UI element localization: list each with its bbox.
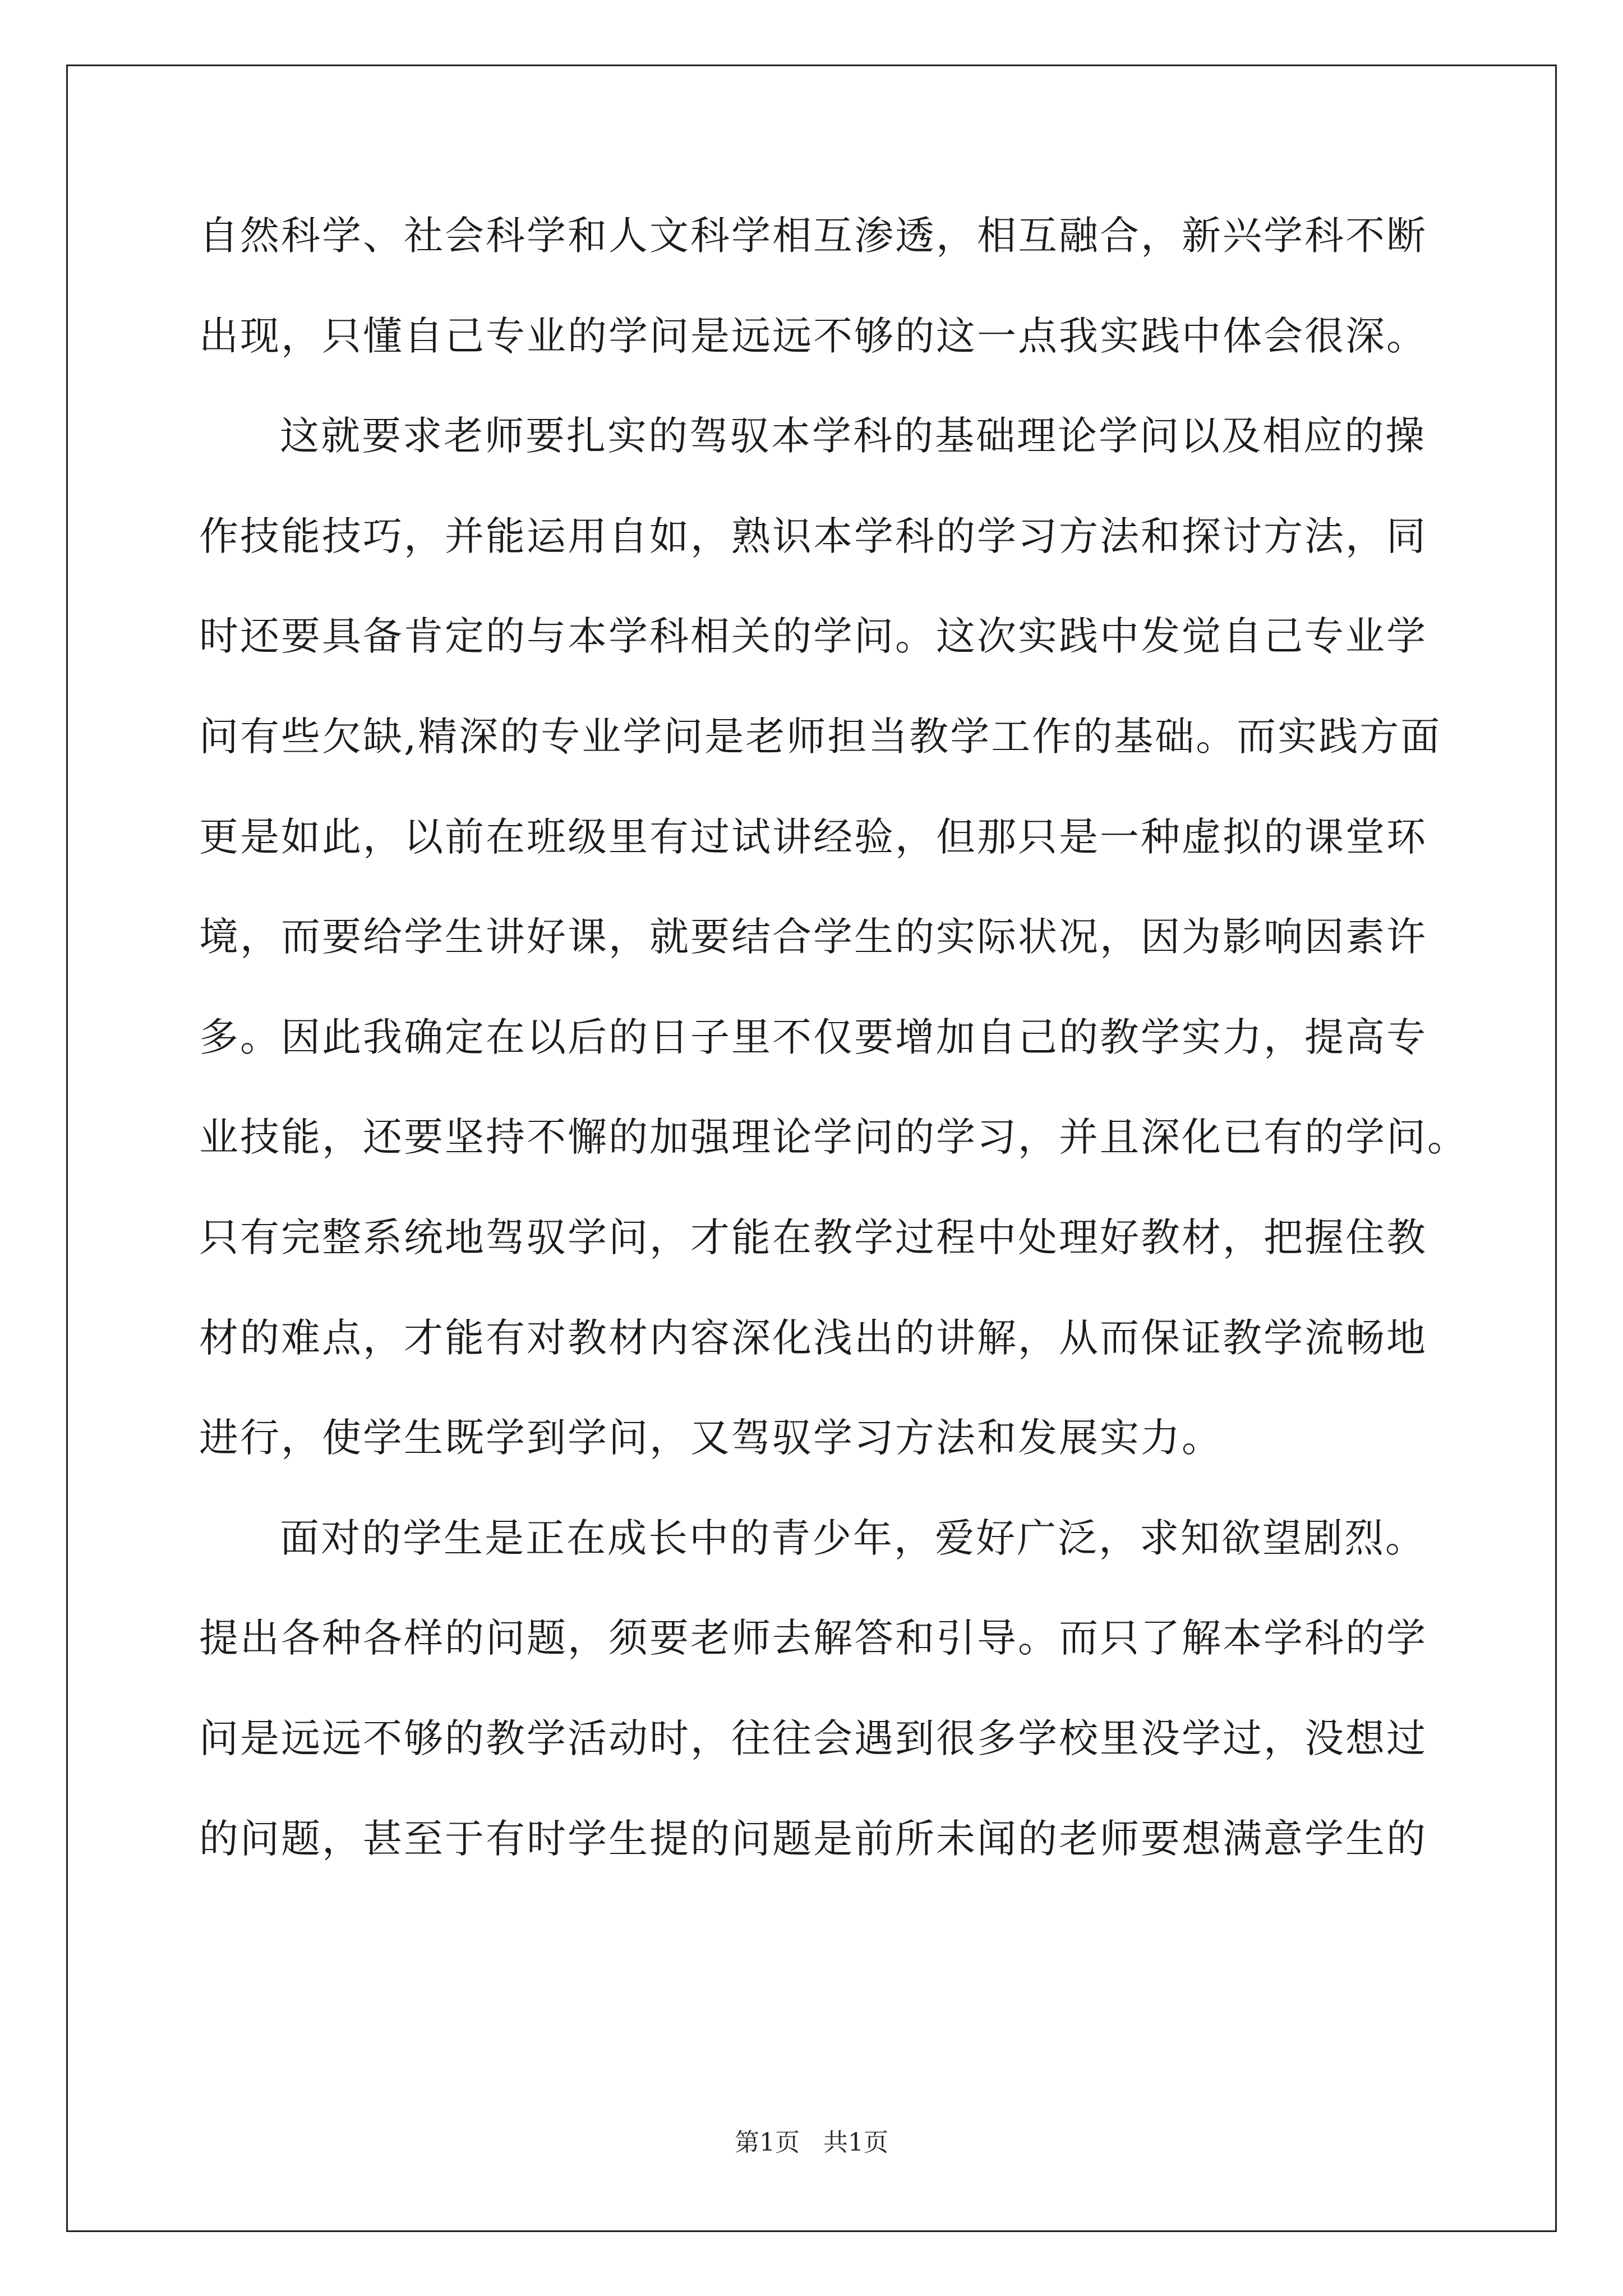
text-line: 业技能，还要坚持不懈的加强理论学问的学习，并且深化已有的学问。: [199, 1114, 1468, 1161]
text-line: 这就要求老师要扎实的驾驭本学科的基础理论学问以及相应的操: [280, 413, 1426, 459]
text-line: 时还要具备肯定的与本学科相关的学问。这次实践中发觉自己专业学: [199, 613, 1427, 660]
text-line: 自然科学、社会科学和人文科学相互渗透，相互融合，新兴学科不断: [199, 213, 1427, 259]
text-line: 提出各种各样的问题，须要老师去解答和引导。而只了解本学科的学: [199, 1615, 1427, 1662]
text-line: 进行，使学生既学到学问，又驾驭学习方法和发展实力。: [199, 1415, 1223, 1461]
page-footer: 第1页 共1页: [735, 2128, 888, 2157]
text-line: 出现，只懂自己专业的学问是远远不够的这一点我实践中体会很深。: [199, 312, 1427, 359]
text-line: 问是远远不够的教学活动时，往往会遇到很多学校里没学过，没想过: [199, 1715, 1427, 1761]
text-line: 材的难点，才能有对教材内容深化浅出的讲解，从而保证教学流畅地: [199, 1314, 1427, 1361]
text-line: 只有完整系统地驾驭学问，才能在教学过程中处理好教材，把握住教: [199, 1214, 1427, 1260]
text-line: 的问题，甚至于有时学生提的问题是前所未闻的老师要想满意学生的: [199, 1815, 1427, 1862]
text-line: 多。因此我确定在以后的日子里不仅要增加自己的教学实力，提高专: [199, 1014, 1427, 1060]
text-line: 更是如此，以前在班级里有过试讲经验，但那只是一种虚拟的课堂环: [199, 813, 1427, 860]
text-line: 问有些欠缺,精深的专业学问是老师担当教学工作的基础。而实践方面: [199, 713, 1442, 760]
text-line: 面对的学生是正在成长中的青少年，爱好广泛，求知欲望剧烈。: [280, 1515, 1426, 1561]
text-line: 境，而要给学生讲好课，就要结合学生的实际状况，因为影响因素许: [199, 914, 1427, 960]
text-line: 作技能技巧，并能运用自如，熟识本学科的学习方法和探讨方法，同: [199, 513, 1427, 559]
body-text: [199, 213, 1468, 1919]
